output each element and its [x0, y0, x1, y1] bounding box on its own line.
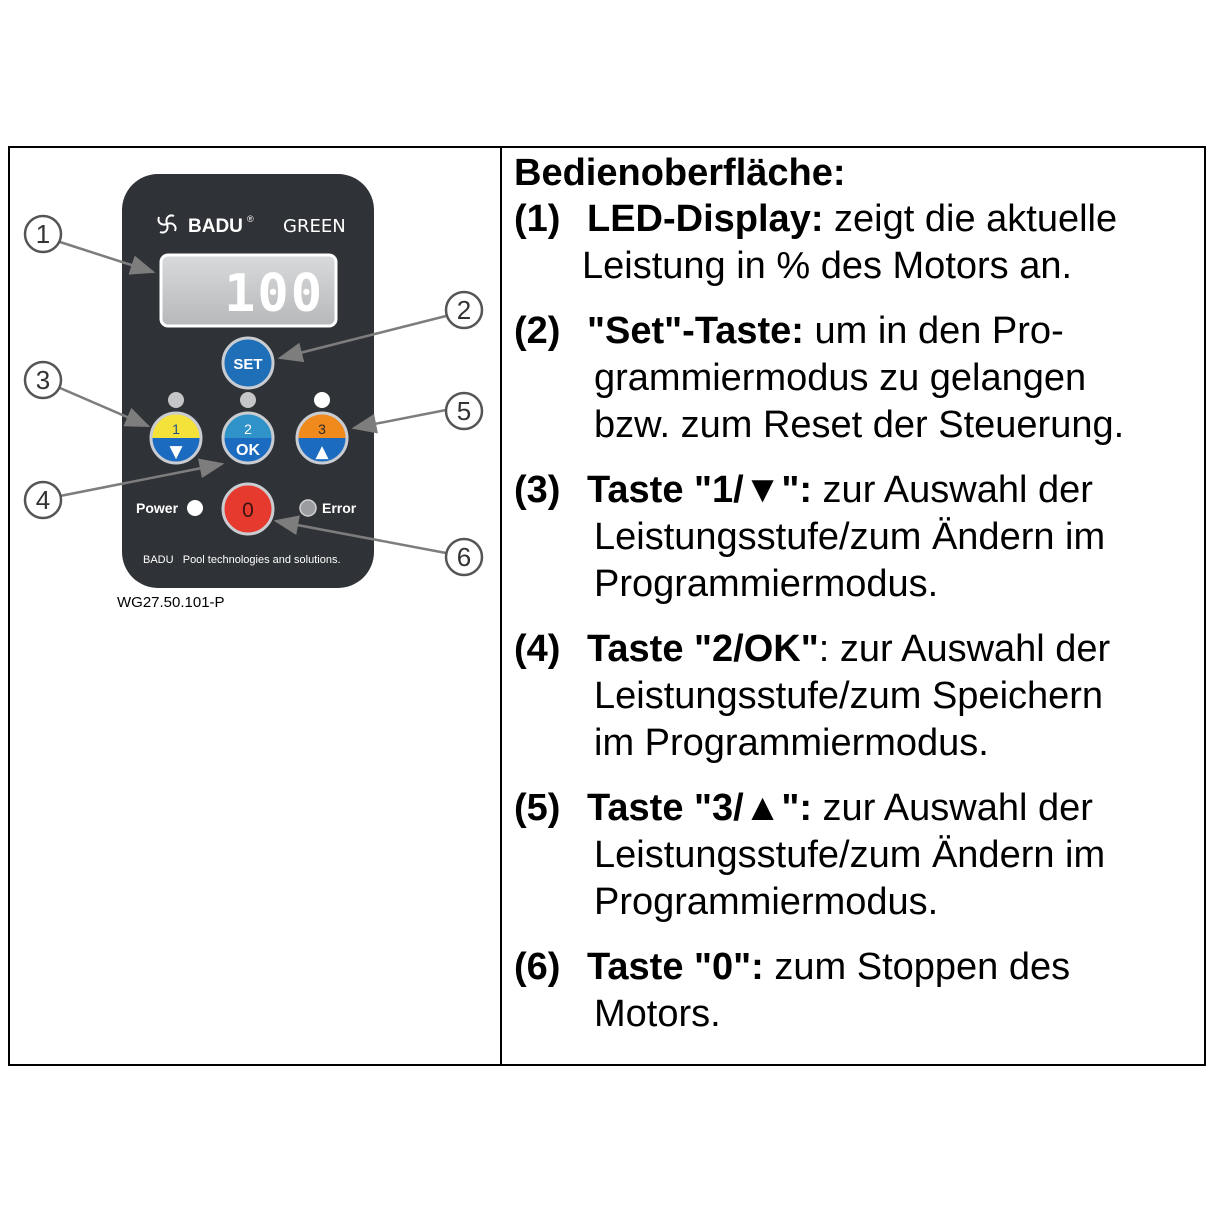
description-item-5	[514, 785, 1204, 926]
power-label: Power	[136, 500, 179, 516]
indicator-led-3	[314, 392, 330, 408]
callout-number-2: 2	[456, 295, 472, 325]
button-2-number: 2	[244, 421, 252, 437]
brand-name: BADU	[188, 216, 243, 237]
item-number: (2)	[514, 310, 561, 352]
item-number: (5)	[514, 787, 561, 829]
error-label: Error	[322, 500, 357, 516]
description-heading: Bedienoberfläche:	[514, 152, 846, 194]
model-name: GREEN	[283, 216, 346, 237]
item-text: zur Auswahl der	[812, 787, 1093, 829]
item-number: (6)	[514, 946, 561, 988]
item-text: zur Auswahl der	[812, 469, 1093, 511]
item-label: "Set"-Taste:	[587, 310, 804, 352]
stop-button-label: 0	[242, 499, 254, 522]
item-label: LED-Display:	[587, 198, 824, 240]
item-text: bzw. zum Reset der Steuerung.	[594, 404, 1125, 446]
panel-footer: BADU Pool technologies and solutions.	[143, 554, 341, 566]
part-number: WG27.50.101-P	[117, 594, 225, 611]
button-1-number: 1	[172, 421, 180, 437]
item-text: Leistung in % des Motors an.	[582, 245, 1073, 287]
item-label: Taste "0":	[587, 946, 764, 988]
item-number: (1)	[514, 198, 561, 240]
item-text: Leistungsstufe/zum Ändern im	[594, 516, 1106, 558]
description-item-6	[514, 944, 1204, 1038]
column-divider	[500, 146, 502, 1066]
item-text: grammiermodus zu gelangen	[594, 357, 1087, 399]
item-text: im Programmiermodus.	[594, 722, 989, 764]
item-text: Programmiermodus.	[594, 563, 939, 605]
error-led	[300, 500, 316, 516]
item-number: (4)	[514, 628, 561, 670]
set-button-label: SET	[233, 356, 263, 373]
led-display-value: 100	[224, 264, 324, 324]
item-text: Motors.	[594, 993, 721, 1035]
callout-number-3: 3	[35, 365, 51, 395]
item-number: (3)	[514, 469, 561, 511]
power-led	[187, 500, 203, 516]
control-panel-diagram	[0, 0, 500, 660]
item-label: Taste "3/▲":	[587, 787, 812, 829]
button-2-label: OK	[236, 442, 260, 459]
brand-registered: ®	[247, 214, 254, 224]
item-text: Leistungsstufe/zum Speichern	[594, 675, 1104, 717]
description-item-4	[514, 626, 1204, 767]
callout-number-5: 5	[456, 396, 472, 426]
button-3-number: 3	[318, 421, 326, 437]
item-text: zum Stoppen des	[763, 946, 1071, 988]
item-text: zeigt die aktuelle	[823, 198, 1118, 240]
item-label: Taste "2/OK"	[587, 628, 819, 670]
item-text: um in den Pro-	[803, 310, 1064, 352]
item-text: Leistungsstufe/zum Ändern im	[594, 834, 1106, 876]
item-text: Programmiermodus.	[594, 881, 939, 923]
button-1-arrow-icon: ▼	[169, 442, 183, 462]
callout-number-4: 4	[35, 485, 51, 515]
description-item-1	[514, 196, 1204, 290]
description-item-3	[514, 467, 1204, 608]
indicator-led-1	[168, 392, 184, 408]
item-text: : zur Auswahl der	[818, 628, 1111, 670]
callout-number-6: 6	[456, 542, 472, 572]
description-column	[514, 150, 1204, 1038]
description-item-2	[514, 308, 1204, 449]
item-label: Taste "1/▼":	[587, 469, 812, 511]
callout-number-1: 1	[35, 219, 51, 249]
indicator-led-2	[240, 392, 256, 408]
button-3-arrow-icon: ▲	[315, 442, 329, 462]
